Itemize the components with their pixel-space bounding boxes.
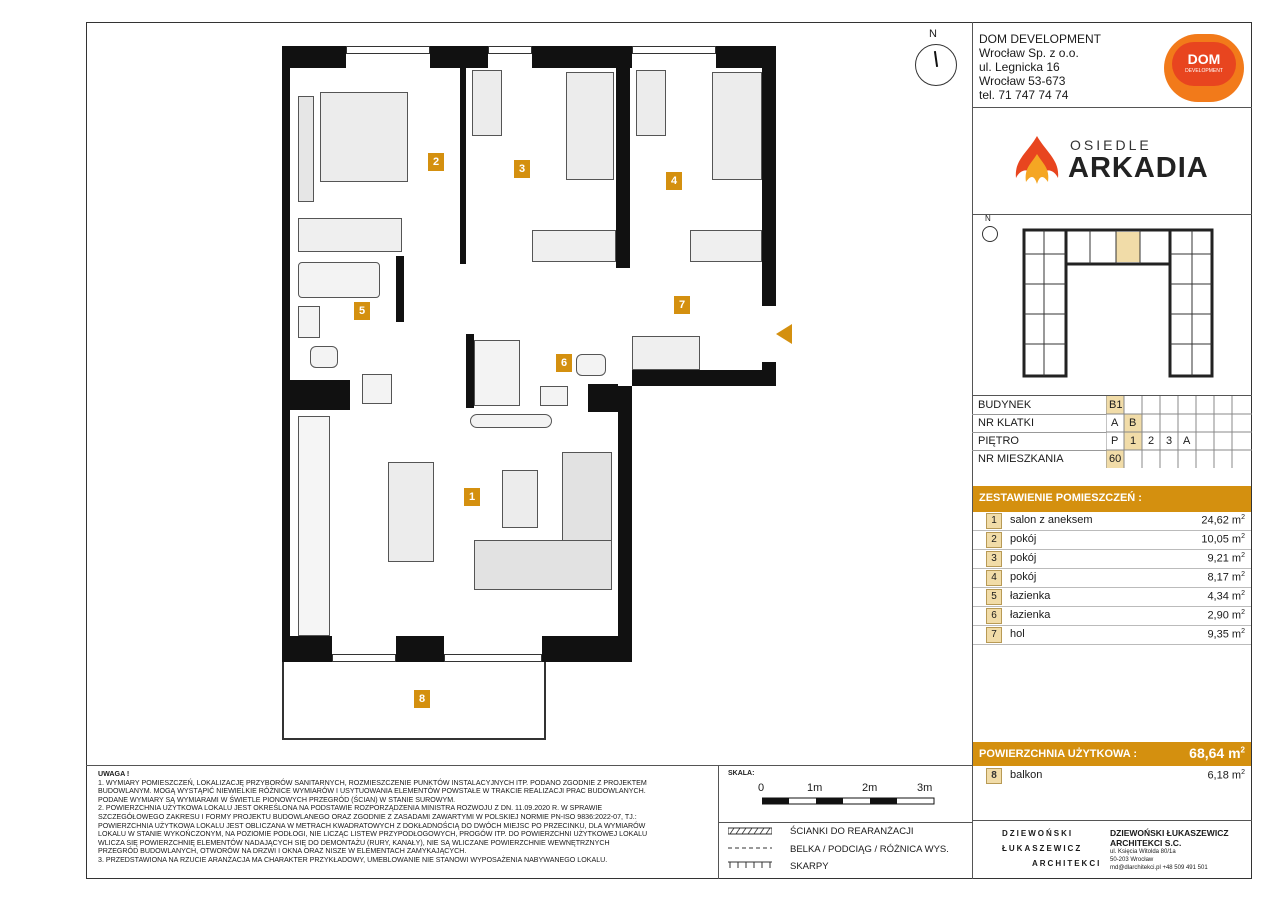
room-row	[973, 626, 1251, 645]
bed	[566, 72, 614, 180]
room-area: 9,21 $m^2$	[1207, 552, 1245, 565]
note-line: PODANE WYMIARY SĄ WYMIARAMI W ŚWIETLE PIONOWYCH PRZEGRÓD (ŚCIAN) W STANIE SUROWYM.	[98, 795, 456, 804]
east-wall	[762, 46, 776, 306]
pietro-p: P	[1111, 435, 1119, 447]
total-value: 68,64 $m^2$	[1189, 745, 1245, 761]
klatka-label: NR KLATKI	[978, 417, 1035, 429]
east-wall-living	[618, 386, 632, 660]
room-name: pokój	[1010, 552, 1037, 564]
room-row	[973, 588, 1251, 607]
keyplan-map	[1020, 224, 1216, 384]
room-area: 4,34 $m^2$	[1207, 590, 1245, 603]
north-wall-segment	[430, 46, 488, 68]
room-name: pokój	[1010, 533, 1037, 545]
radiator	[470, 414, 552, 428]
company-address: ul. Legnicka 16	[979, 60, 1060, 74]
pietro-a: A	[1183, 435, 1191, 447]
note-line: POWIERZCHNIA UŻYTKOWA LOKALU JEST OBLICZANA W METRACH KWADRATOWYCH Z DOKŁADNOŚCIĄ DO DWÓCH MIEJSC PO PRZECINKU, DLA WYMIARÓW	[98, 821, 646, 830]
note-line: 3. PRZEDSTAWIONA NA RZUCIE ARANŻACJA MA CHARAKTER PRZYKŁADOWY, UMEBLOWANIE NIE STANOWI WYPOSAŻENIA NABYWANEGO LOKALU.	[98, 855, 608, 864]
note-line: WLICZA SIĘ POWIERZCHNIĘ ELEMENTÓW NADAJĄCYCH SIĘ DO DEMONTAŻU (RURY, KANAŁY), NIE SĄ WLICZANE POWIERZCHNIE WEWNĘTRZNYCH	[98, 838, 610, 847]
hall-wardrobe	[632, 336, 700, 370]
project-top: OSIEDLE	[1070, 137, 1152, 153]
south-wall-segment	[396, 636, 444, 662]
wall-3-4	[616, 68, 630, 268]
window	[488, 46, 532, 54]
room-label-8: 8	[414, 690, 430, 708]
wardrobe	[690, 230, 762, 262]
window	[346, 46, 430, 54]
pietro-3: 3	[1166, 435, 1173, 447]
room-label-5: 5	[354, 302, 370, 320]
scale-1: 1m	[807, 782, 823, 794]
sofa	[474, 540, 612, 590]
dining-table	[388, 462, 434, 562]
rooms-list	[973, 512, 1251, 645]
room-number: 2	[986, 532, 1002, 548]
legend-top-divider	[718, 822, 972, 823]
compass-icon	[915, 44, 957, 86]
south-wall-segment	[282, 636, 332, 662]
room-number: 1	[986, 513, 1002, 529]
washing-machine	[362, 374, 392, 404]
wall-2-3	[460, 68, 466, 264]
bathtub	[298, 262, 380, 298]
room-label-3: 3	[514, 160, 530, 178]
rooms-header: ZESTAWIENIE POMIESZCZEŃ :	[973, 486, 1251, 512]
sink	[540, 386, 568, 406]
pietro-2: 2	[1148, 435, 1155, 447]
west-wall	[282, 46, 290, 662]
note-line: LOKALU W STANIE WYKOŃCZONYM, NA POZIOMIE PODŁOGI, NIE LICZĄC LISTEW PRZYPODŁOGOWYCH, PROGÓW ITP. DO POWIERZCHNI UŻYTKOWEJ LOKALU	[98, 830, 648, 839]
room-area: 9,35 $m^2$	[1207, 628, 1245, 641]
company-phone: tel. 71 747 74 74	[979, 88, 1069, 102]
balcony-door	[332, 654, 396, 662]
company-city: Wrocław 53-673	[979, 74, 1066, 88]
mieszkanie-label: NR MIESZKANIA	[978, 453, 1064, 465]
room-label-6: 6	[556, 354, 572, 372]
room-area: 10,05 $m^2$	[1201, 533, 1245, 546]
coffee-table	[502, 470, 538, 528]
room-name: salon z aneksem	[1010, 514, 1093, 526]
company-line2: Wrocław Sp. z o.o.	[979, 46, 1079, 60]
legend-walls: ŚCIANKI DO REARANŻACJI	[790, 826, 914, 837]
balcony-row: 8 balkon 6,18 $m^2$	[973, 768, 1251, 786]
room-number: 7	[986, 627, 1002, 643]
scale-0: 0	[758, 782, 765, 794]
south-wall-segment	[542, 636, 632, 662]
scale-2: 2m	[862, 782, 878, 794]
bed	[712, 72, 762, 180]
architect-info: DZIEWOŃSKI ŁUKASZEWICZ ARCHITEKCI S.C. ul. Księcia Witolda 80/1a 50-203 Wrocław md@dlarchitekci.pl +48 509 491 501	[1110, 828, 1229, 871]
company-info	[979, 32, 1101, 102]
wardrobe	[298, 218, 402, 252]
room-label-1: 1	[464, 488, 480, 506]
legend-symbols	[728, 826, 772, 870]
compass-label: N	[929, 28, 937, 40]
entrance-arrow-icon	[776, 324, 792, 344]
keyplan-north: N	[985, 214, 991, 223]
room-name: łazienka	[1010, 609, 1051, 621]
pietro-label: PIĘTRO	[978, 435, 1019, 447]
arkadia-logo-icon	[1010, 134, 1064, 192]
scale-title: SKALA:	[728, 770, 755, 777]
bath6-west-wall	[466, 334, 474, 408]
mieszkanie-value: 60	[1109, 453, 1122, 465]
note-line: 2. POWIERZCHNIA UŻYTKOWA LOKALU JEST OKREŚLONA NA PODSTAWIE ROZPORZĄDZENIA MINISTRA ROZWOJU Z DN. 11.09.2020 R. W SPRAWIE	[98, 804, 603, 813]
kitchen-counter	[298, 416, 330, 636]
room-label-7: 7	[674, 296, 690, 314]
room-row	[973, 512, 1251, 531]
toilet	[310, 346, 338, 368]
room-name: hol	[1010, 628, 1025, 640]
room-row	[973, 531, 1251, 550]
bed-side	[298, 96, 314, 202]
note-line: BUDOWLANYM. MOGĄ WYSTĄPIĆ NIEWIELKIE RÓŻNICE WYMIARÓW I USYTUOWANIA ELEMENTÓW POWSTAŁE W TRAKCIE REALIZACJI PRAC BUDOWLANYCH.	[98, 787, 646, 796]
note-line: PRZEGRÓD BUDOWLANYCH, OTWORÓW NA DRZWI I OKNA ORAZ NISZE W ELEMENTACH ZAMYKAJĄCYCH.	[98, 847, 467, 856]
note-line: SZCZEGÓŁOWEGO ZAKRESU I FORMY PROJEKTU BUDOWLANEGO ORAZ ZGODNIE Z ZASADAMI ZAWARTYMI W POLSKIEJ NORMIE PN-ISO 9836:2022-07, TJ.:	[98, 812, 637, 821]
bed	[320, 92, 408, 182]
pietro-1: 1	[1130, 435, 1137, 447]
scale-bar	[762, 796, 936, 806]
shower	[474, 340, 520, 406]
klatka-a: A	[1111, 417, 1119, 429]
room-area: 2,90 $m^2$	[1207, 609, 1245, 622]
notes	[98, 770, 713, 865]
notes-title: UWAGA !	[98, 770, 130, 778]
north-wall-segment	[532, 46, 632, 68]
wardrobe	[532, 230, 616, 262]
total-bar: POWIERZCHNIA UŻYTKOWA : 68,64 $m^2$	[973, 742, 1251, 766]
toilet	[576, 354, 606, 376]
room-label-4: 4	[666, 172, 682, 190]
room-area: 8,17 $m^2$	[1207, 571, 1245, 584]
room-name: pokój	[1010, 571, 1037, 583]
sink	[298, 306, 320, 338]
room-number: 5	[986, 589, 1002, 605]
room-number: 3	[986, 551, 1002, 567]
window	[632, 46, 716, 54]
room-name: łazienka	[1010, 590, 1051, 602]
company-name: DOM DEVELOPMENT	[979, 32, 1102, 46]
legend-slopes: SKARPY	[790, 861, 829, 872]
note-line: 1. WYMIARY POMIESZCZEŃ, LOKALIZACJĘ PRZYBORÓW SANITARNYCH, ROZMIESZCZENIE PUNKTÓW INSTALACYJNYCH ITP. PODANO ZGODNIE Z PROJEKTEM	[98, 778, 647, 787]
room-label-2: 2	[428, 153, 444, 171]
desk	[636, 70, 666, 136]
budynek-label: BUDYNEK	[978, 399, 1032, 411]
architect-logo: DZIEWOŃSKI ŁUKASZEWICZ ARCHITEKCI	[1002, 829, 1102, 868]
bathroom-south-wall	[290, 380, 350, 410]
footer-divider	[86, 765, 972, 766]
dom-logo: DOM DEVELOPMENT	[1164, 34, 1244, 102]
room-row	[973, 607, 1251, 626]
project-name: ARKADIA	[1068, 152, 1209, 184]
hall-south-wall	[632, 370, 776, 386]
room-number: 6	[986, 608, 1002, 624]
keyplan-compass-icon	[982, 226, 998, 242]
info-grid	[1106, 396, 1252, 468]
desk	[472, 70, 502, 136]
balcony-door	[444, 654, 542, 662]
scale-3: 3m	[917, 782, 933, 794]
info-table	[972, 396, 1252, 468]
legend-beam: BELKA / PODCIĄG / RÓŻNICA WYS.	[790, 844, 949, 855]
bathroom-wall	[396, 256, 404, 322]
room-area: 24,62 $m^2$	[1201, 514, 1245, 527]
room-row	[973, 569, 1251, 588]
budynek-value: B1	[1109, 399, 1123, 411]
klatka-b: B	[1129, 417, 1137, 429]
north-wall-segment	[282, 46, 346, 68]
bath6-shaft	[588, 384, 618, 412]
notes-body	[98, 779, 713, 865]
room-number: 4	[986, 570, 1002, 586]
room-row	[973, 550, 1251, 569]
